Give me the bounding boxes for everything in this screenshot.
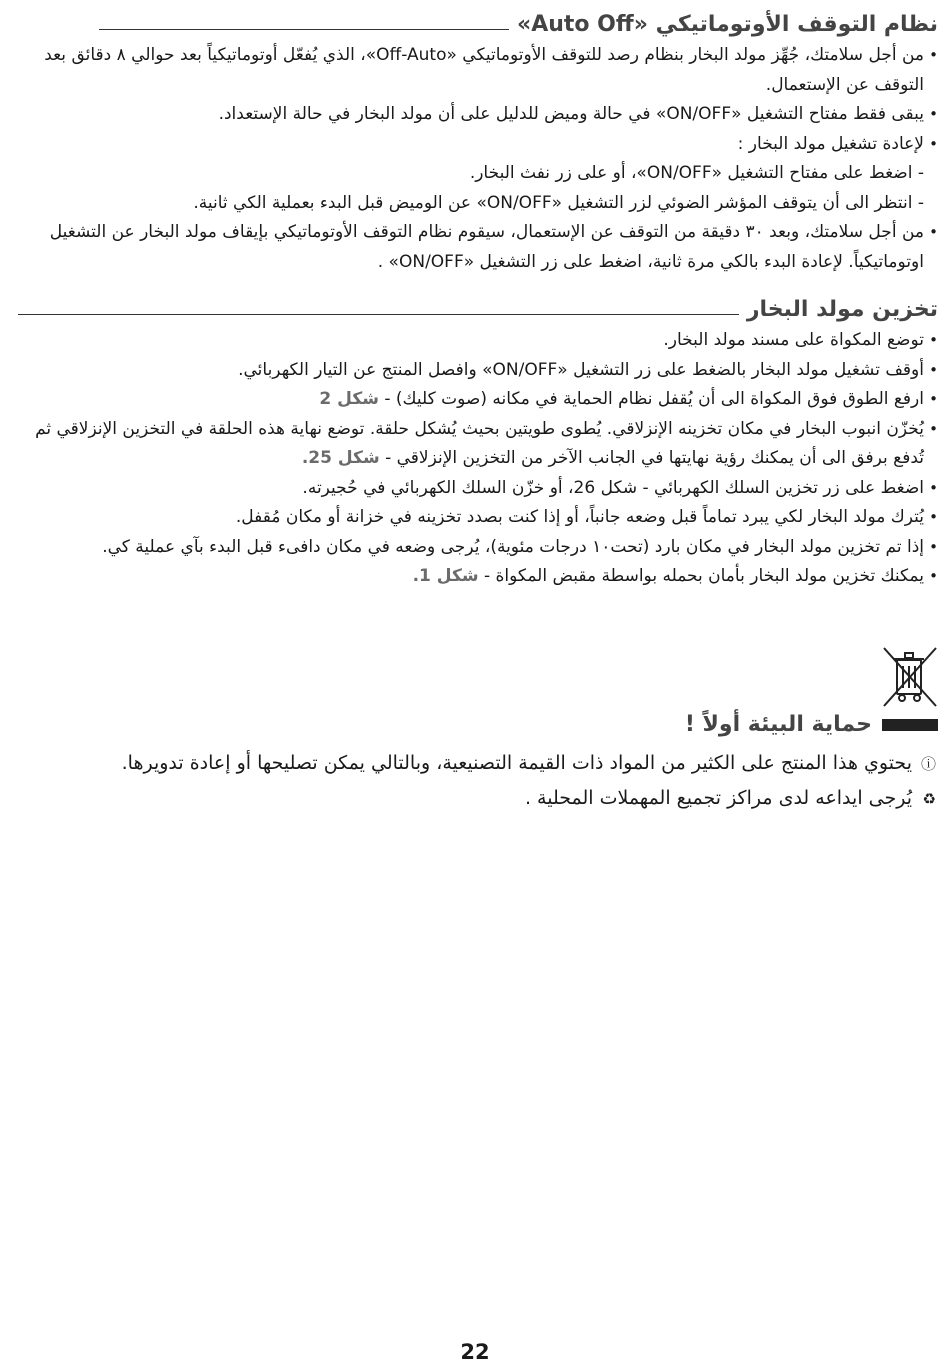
list-item: • إذا تم تخزين مولد البخار في مكان بارد (تحت١٠ درجات مئوية)، يُرجى وضعه في مكان دافىء قبل البدء بآي عملية كي. [18,533,938,563]
list-item: • يُخزّن انبوب البخار في مكان تخزينه الإنزلاقي. يُطوى طويتين بحيث يُشكل حلقة. توضع نهاية هذه الحلقة في التخزين الإنزلاقي ثم تُدفع برفق الى أن يمكنك رؤية نهايتها في الجانب الآخر من التخزين الإنزلاقي - شكل 25. [18,415,938,474]
list-item: • ارفع الطوق فوق المكواة الى أن يُقفل نظام الحماية في مكانه (صوت كليك) - شكل 2 [18,385,938,415]
environment-line: ⓘيحتوي هذا المنتج على الكثير من المواد ذات القيمة التصنيعية، وبالتالي يمكن تصليحها أو إعادة تدويرها. [16,746,936,781]
auto-off-title: نظام التوقف الأوتوماتيكي «Auto Off» [516,12,938,37]
environment-text [16,746,936,816]
info-icon: ⓘ [920,755,936,773]
storage-title: تخزين مولد البخار [746,297,938,322]
recycle-icon: ♻ [922,790,936,808]
environment-title: حماية البيئة أولاً ! [684,712,872,737]
list-item: • توضع المكواة على مسند مولد البخار. [18,326,938,356]
sub-list-item: - انتظر الى أن يتوقف المؤشر الضوئي لزر التشغيل «ON/OFF» عن الوميض قبل البدء بعملية الكي ثانية. [193,192,924,213]
storage-list [18,326,938,592]
page-number: 22 [460,1340,490,1364]
list-item: • من أجل سلامتك، جُهِّز مولد البخار بنظام رصد للتوقف الأوتوماتيكي «Off-Auto»، الذي يُفعّل أوتوماتيكياً بعد حوالي ٨ دقائق بعد التوقف عن الإستعمال. [18,41,938,100]
header-bar [882,719,938,731]
section-rule [99,29,509,30]
environment-header [685,712,938,737]
list-item: • يمكنك تخزين مولد البخار بأمان بحمله بواسطة مقبض المكواة - شكل 1. [18,562,938,592]
sub-list-item: - اضغط على مفتاح التشغيل «ON/OFF»، أو على زر نفث البخار. [469,163,924,183]
list-item: • لإعادة تشغيل مولد البخار : [18,130,938,160]
auto-off-section-header [18,12,938,37]
storage-section-header [18,297,938,322]
figure-reference: شكل 25. [301,448,380,468]
list-item: • أوقف تشغيل مولد البخار بالضغط على زر التشغيل «ON/OFF» وافصل المنتج عن التيار الكهربائي. [18,356,938,386]
environment-line: ♻يُرجى ايداعه لدى مراكز تجميع المهملات المحلية . [16,781,936,816]
figure-reference: شكل 2 [319,389,379,409]
crossed-out-wheelie-bin-icon [880,644,940,710]
auto-off-list [18,41,938,277]
list-item: • اضغط على زر تخزين السلك الكهربائي - شكل 26، أو خزّن السلك الكهربائي في حُجيرته. [18,474,938,504]
section-rule [18,314,739,315]
list-item: • يُترك مولد البخار لكي يبرد تماماً قبل وضعه جانباً، أو إذا كنت بصدد تخزينه في خزانة أو مكان مُقفل. [18,503,938,533]
list-item: • من أجل سلامتك، وبعد ٣٠ دقيقة من التوقف عن الإستعمال، سيقوم نظام التوقف الأوتوماتيكي بإيقاف مولد البخار عن التشغيل اوتوماتيكياً. لإعادة البدء بالكي مرة ثانية، اضغط على زر التشغيل «ON/OFF» . [18,218,938,277]
manual-page [18,6,938,592]
list-item: • يبقى فقط مفتاح التشغيل «ON/OFF» في حالة وميض للدليل على أن مولد البخار في حالة الإستعداد. [18,100,938,130]
figure-reference: شكل 1. [412,566,479,586]
